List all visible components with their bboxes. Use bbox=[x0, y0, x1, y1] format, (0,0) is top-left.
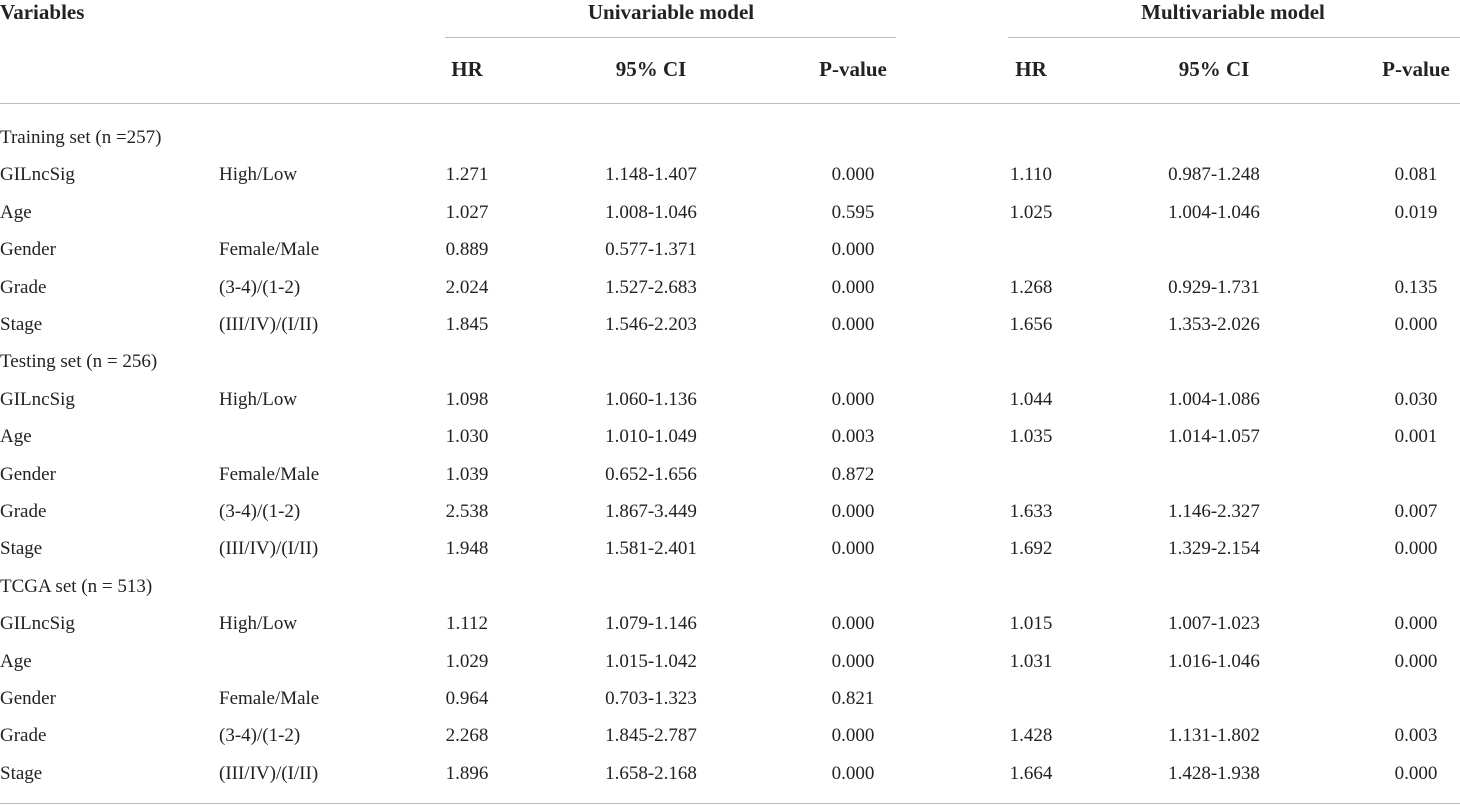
cell-uni-pvalue: 0.000 bbox=[831, 725, 875, 746]
cell-uni-ci: 1.010-1.049 bbox=[605, 426, 697, 447]
cell-variable: Age bbox=[0, 651, 32, 672]
cell-variable: Age bbox=[0, 426, 32, 447]
cell-uni-pvalue: 0.821 bbox=[831, 688, 875, 709]
cell-multi-pvalue: 0.000 bbox=[1394, 651, 1438, 672]
header-multi-ci: 95% CI bbox=[1178, 57, 1250, 81]
cell-multi-pvalue: 0.000 bbox=[1394, 314, 1438, 335]
cell-uni-hr: 2.538 bbox=[445, 501, 489, 522]
cell-uni-pvalue: 0.000 bbox=[831, 763, 875, 784]
cell-uni-pvalue: 0.000 bbox=[831, 501, 875, 522]
cell-multi-hr: 1.656 bbox=[1009, 314, 1053, 335]
cell-uni-pvalue: 0.003 bbox=[831, 426, 875, 447]
cell-multi-hr: 1.031 bbox=[1009, 651, 1053, 672]
cell-contrast: (3-4)/(1-2) bbox=[219, 725, 301, 746]
cell-multi-hr: 1.428 bbox=[1009, 725, 1053, 746]
cell-uni-hr: 0.964 bbox=[445, 688, 489, 709]
cell-contrast: High/Low bbox=[219, 164, 298, 185]
section-title: Training set (n =257) bbox=[0, 127, 162, 148]
cell-uni-hr: 1.896 bbox=[445, 763, 489, 784]
cell-variable: Stage bbox=[0, 538, 43, 559]
header-multi-pvalue: P-value bbox=[1382, 57, 1450, 81]
cell-uni-ci: 0.577-1.371 bbox=[605, 239, 697, 260]
cell-multi-hr: 1.015 bbox=[1009, 613, 1053, 634]
cell-variable: Stage bbox=[0, 314, 43, 335]
cell-contrast: (III/IV)/(I/II) bbox=[219, 763, 319, 784]
header-uni-pvalue: P-value bbox=[819, 57, 887, 81]
cell-uni-hr: 0.889 bbox=[445, 239, 489, 260]
cell-variable: Grade bbox=[0, 501, 47, 522]
cell-multi-pvalue: 0.081 bbox=[1394, 164, 1438, 185]
cell-uni-hr: 1.271 bbox=[445, 164, 489, 185]
cell-contrast: (III/IV)/(I/II) bbox=[219, 314, 319, 335]
cell-variable: Gender bbox=[0, 239, 56, 260]
cell-uni-pvalue: 0.872 bbox=[831, 464, 875, 485]
header-multivariable-model: Multivariable model bbox=[1141, 0, 1325, 24]
cell-uni-pvalue: 0.000 bbox=[831, 314, 875, 335]
cell-multi-pvalue: 0.030 bbox=[1394, 389, 1438, 410]
header-univariable-model: Univariable model bbox=[587, 0, 755, 24]
cell-multi-hr: 1.268 bbox=[1009, 277, 1053, 298]
cell-contrast: (III/IV)/(I/II) bbox=[219, 538, 319, 559]
cell-multi-pvalue: 0.007 bbox=[1394, 501, 1438, 522]
cell-multi-pvalue: 0.003 bbox=[1394, 725, 1438, 746]
cell-multi-ci: 1.146-2.327 bbox=[1168, 501, 1260, 522]
cell-uni-ci: 0.652-1.656 bbox=[605, 464, 697, 485]
cell-uni-hr: 1.948 bbox=[445, 538, 489, 559]
cell-multi-ci: 1.007-1.023 bbox=[1168, 613, 1260, 634]
cell-multi-hr: 1.110 bbox=[1009, 164, 1053, 185]
cell-multi-ci: 1.014-1.057 bbox=[1168, 426, 1260, 447]
cell-uni-ci: 1.581-2.401 bbox=[605, 538, 697, 559]
cell-uni-hr: 1.112 bbox=[445, 613, 489, 634]
univariable-group-rule bbox=[445, 37, 896, 38]
cell-variable: Grade bbox=[0, 725, 47, 746]
cell-uni-hr: 1.845 bbox=[445, 314, 489, 335]
cell-contrast: Female/Male bbox=[219, 464, 320, 485]
cell-multi-hr: 1.044 bbox=[1009, 389, 1053, 410]
cell-multi-ci: 1.004-1.086 bbox=[1168, 389, 1260, 410]
cell-uni-hr: 1.029 bbox=[445, 651, 489, 672]
cell-multi-hr: 1.664 bbox=[1009, 763, 1053, 784]
cell-multi-ci: 1.016-1.046 bbox=[1168, 651, 1260, 672]
cell-uni-pvalue: 0.000 bbox=[831, 651, 875, 672]
cell-uni-ci: 1.845-2.787 bbox=[605, 725, 697, 746]
cell-multi-pvalue: 0.000 bbox=[1394, 763, 1438, 784]
cell-multi-pvalue: 0.135 bbox=[1394, 277, 1438, 298]
cell-uni-ci: 1.546-2.203 bbox=[605, 314, 697, 335]
cell-uni-pvalue: 0.000 bbox=[831, 389, 875, 410]
section-title: TCGA set (n = 513) bbox=[0, 576, 153, 597]
cell-uni-pvalue: 0.000 bbox=[831, 538, 875, 559]
cell-contrast: High/Low bbox=[219, 389, 298, 410]
cell-variable: GILncSig bbox=[0, 164, 75, 185]
header-uni-ci: 95% CI bbox=[615, 57, 687, 81]
table-bottom-rule bbox=[0, 803, 1460, 804]
cell-uni-hr: 1.098 bbox=[445, 389, 489, 410]
cell-variable: Gender bbox=[0, 464, 56, 485]
cell-multi-hr: 1.025 bbox=[1009, 202, 1053, 223]
cell-uni-pvalue: 0.000 bbox=[831, 277, 875, 298]
cell-variable: GILncSig bbox=[0, 389, 75, 410]
header-uni-hr: HR bbox=[451, 57, 483, 81]
cell-multi-ci: 1.428-1.938 bbox=[1168, 763, 1260, 784]
header-bottom-rule bbox=[0, 103, 1460, 104]
cell-uni-pvalue: 0.595 bbox=[831, 202, 875, 223]
cell-uni-hr: 1.030 bbox=[445, 426, 489, 447]
cell-contrast: High/Low bbox=[219, 613, 298, 634]
cell-uni-hr: 2.024 bbox=[445, 277, 489, 298]
cell-contrast: (3-4)/(1-2) bbox=[219, 277, 301, 298]
cell-uni-ci: 1.060-1.136 bbox=[605, 389, 697, 410]
cell-uni-ci: 1.527-2.683 bbox=[605, 277, 697, 298]
cell-multi-ci: 1.329-2.154 bbox=[1168, 538, 1260, 559]
cell-multi-ci: 1.004-1.046 bbox=[1168, 202, 1260, 223]
cell-multi-hr: 1.692 bbox=[1009, 538, 1053, 559]
cell-uni-ci: 1.015-1.042 bbox=[605, 651, 697, 672]
cell-multi-pvalue: 0.000 bbox=[1394, 538, 1438, 559]
header-variables: Variables bbox=[0, 0, 85, 24]
section-title: Testing set (n = 256) bbox=[0, 351, 158, 372]
cell-multi-hr: 1.035 bbox=[1009, 426, 1053, 447]
cell-multi-ci: 1.131-1.802 bbox=[1168, 725, 1260, 746]
cell-multi-pvalue: 0.019 bbox=[1394, 202, 1438, 223]
cell-uni-ci: 1.079-1.146 bbox=[605, 613, 697, 634]
cell-variable: Stage bbox=[0, 763, 43, 784]
cell-contrast: (3-4)/(1-2) bbox=[219, 501, 301, 522]
cell-contrast: Female/Male bbox=[219, 688, 320, 709]
cell-uni-hr: 1.039 bbox=[445, 464, 489, 485]
cell-contrast: Female/Male bbox=[219, 239, 320, 260]
cell-variable: Grade bbox=[0, 277, 47, 298]
cell-variable: Gender bbox=[0, 688, 56, 709]
cell-uni-ci: 1.008-1.046 bbox=[605, 202, 697, 223]
cell-multi-ci: 0.987-1.248 bbox=[1168, 164, 1260, 185]
header-multi-hr: HR bbox=[1015, 57, 1047, 81]
cell-uni-pvalue: 0.000 bbox=[831, 239, 875, 260]
cell-uni-ci: 1.658-2.168 bbox=[605, 763, 697, 784]
cell-uni-hr: 2.268 bbox=[445, 725, 489, 746]
cell-uni-pvalue: 0.000 bbox=[831, 164, 875, 185]
cell-uni-ci: 1.867-3.449 bbox=[605, 501, 697, 522]
cell-multi-hr: 1.633 bbox=[1009, 501, 1053, 522]
cell-multi-pvalue: 0.000 bbox=[1394, 613, 1438, 634]
cell-variable: Age bbox=[0, 202, 32, 223]
cell-uni-ci: 0.703-1.323 bbox=[605, 688, 697, 709]
cell-variable: GILncSig bbox=[0, 613, 75, 634]
cell-multi-ci: 0.929-1.731 bbox=[1168, 277, 1260, 298]
multivariable-group-rule bbox=[1008, 37, 1460, 38]
cell-multi-pvalue: 0.001 bbox=[1394, 426, 1438, 447]
cell-uni-pvalue: 0.000 bbox=[831, 613, 875, 634]
cell-multi-ci: 1.353-2.026 bbox=[1168, 314, 1260, 335]
cell-uni-hr: 1.027 bbox=[445, 202, 489, 223]
cell-uni-ci: 1.148-1.407 bbox=[605, 164, 697, 185]
